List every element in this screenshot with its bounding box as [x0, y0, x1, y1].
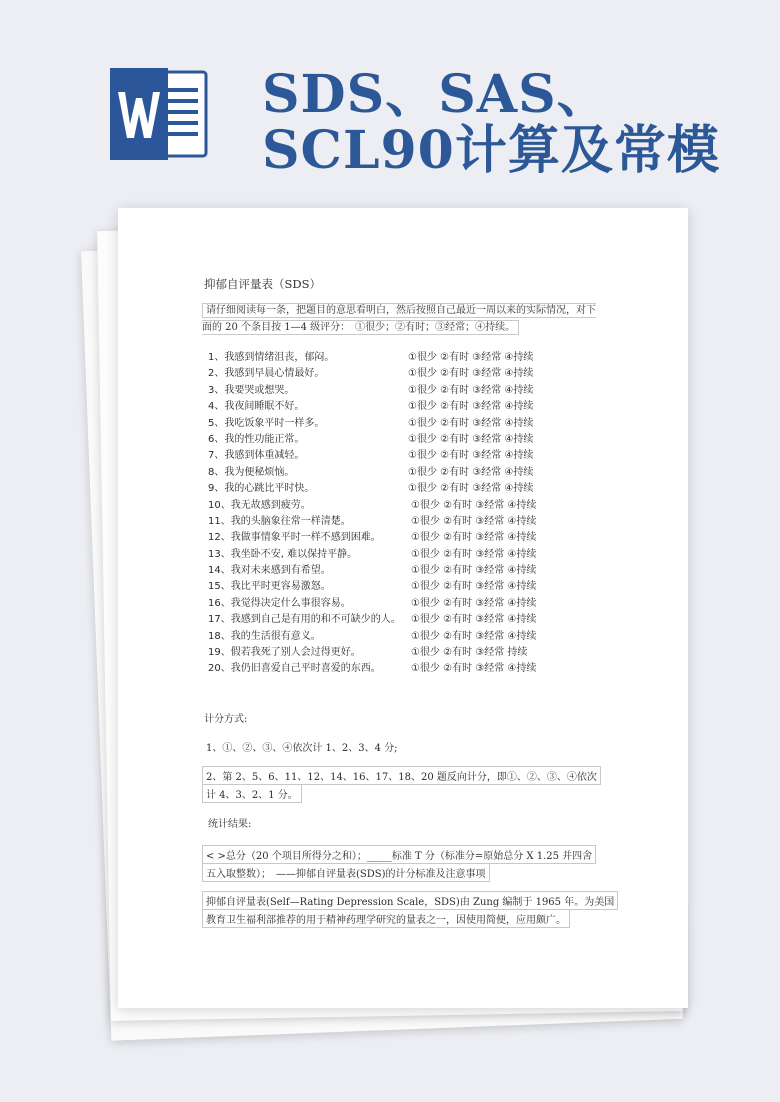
banner: [0, 0, 780, 210]
list-item: [208, 512, 568, 528]
item-options: ①很少 ②有时 ③经常 ④持续: [411, 548, 537, 560]
item-text: 11、我的头脑象往常一样清楚。: [208, 515, 351, 527]
item-text: 20、我仍旧喜爱自己平时喜爱的东西。: [208, 663, 381, 675]
item-text: 18、我的生活很有意义。: [208, 630, 321, 642]
item-options: ①很少 ②有时 ③经常 ④持续: [408, 384, 534, 396]
word-icon: [110, 68, 208, 160]
list-item: [208, 659, 568, 675]
item-options: ①很少 ②有时 ③经常 ④持续: [411, 663, 537, 675]
item-text: 6、我的性功能正常。: [208, 433, 305, 445]
item-options: ①很少 ②有时 ③经常 ④持续: [411, 630, 537, 642]
scoring-title: 计分方式:: [204, 714, 248, 725]
list-item: [208, 561, 568, 577]
list-item: [208, 496, 568, 512]
item-text: 14、我对未来感到有希望。: [208, 565, 331, 577]
item-options: ①很少 ②有时 ③经常 ④持续: [408, 466, 534, 478]
item-options: ①很少 ②有时 ③经常 ④持续: [408, 368, 534, 380]
item-options: ①很少 ②有时 ③经常 ④持续: [411, 597, 537, 609]
item-options: ①很少 ②有时 ③经常 ④持续: [408, 450, 534, 462]
item-text: 5、我吃饭象平时一样多。: [208, 417, 325, 429]
scoring-rule-2b: 计 4、3、2、1 分。: [202, 784, 302, 803]
list-item: [208, 430, 568, 446]
list-item: [208, 414, 568, 430]
item-options: ①很少 ②有时 ③经常 ④持续: [411, 614, 537, 626]
list-item: [208, 446, 568, 462]
item-text: 10、我无故感到疲劳。: [208, 499, 311, 511]
list-item: [208, 397, 568, 413]
list-item: [208, 528, 568, 544]
item-options: ①很少 ②有时 ③经常 ④持续: [411, 565, 537, 577]
item-text: 9、我的心跳比平时快。: [208, 483, 315, 495]
item-text: 1、我感到情绪沮丧，郁闷。: [208, 352, 335, 363]
page-title-line2: SCL90计算及常模: [262, 120, 720, 181]
item-options: ①很少 ②有时 ③经常 ④持续: [411, 581, 537, 593]
item-options: ①很少 ②有时 ③经常 ④持续: [408, 401, 534, 413]
list-item: [208, 545, 568, 561]
item-text: 13、我坐卧不安, 难以保持平静。: [208, 548, 358, 560]
item-options: ①很少 ②有时 ③经常 ④持续: [411, 499, 537, 511]
page-title-line1: SDS、SAS、: [262, 64, 610, 125]
item-text: 4、我夜间睡眠不好。: [208, 401, 305, 413]
item-text: 8、我为便秘烦恼。: [208, 466, 295, 478]
scoring-rule-2a: 2、第 2、5、6、11、12、14、16、17、18、20 题反向计分，即①、②、③、④依次: [202, 766, 601, 785]
item-options: ①很少 ②有时 ③经常 ④持续: [411, 515, 537, 527]
item-text: 15、我比平时更容易激怒。: [208, 581, 331, 593]
item-options: ①很少 ②有时 ③经常 持续: [411, 647, 528, 659]
item-options: ①很少 ②有时 ③经常 ④持续: [408, 352, 534, 363]
item-text: 7、我感到体重减轻。: [208, 450, 305, 462]
list-item: [208, 594, 568, 610]
item-list: [208, 348, 568, 676]
stats-line-1: < >总分（20 个项目所得分之和）；_____标准 T 分（标准分=原始总分 X 1.25 并四舍: [202, 845, 596, 864]
document-title: 抑郁自评量表（SDS）: [204, 277, 321, 291]
list-item: [208, 627, 568, 643]
item-text: 12、我做事情象平时一样不感到困难。: [208, 532, 381, 544]
item-options: ①很少 ②有时 ③经常 ④持续: [408, 483, 534, 495]
about-line-2: 教育卫生福利部推荐的用于精神药理学研究的量表之一，因使用简便，应用颇广。: [202, 909, 570, 928]
item-text: 2、我感到早晨心情最好。: [208, 368, 325, 380]
list-item: [208, 577, 568, 593]
list-item: [208, 610, 568, 626]
list-item: [208, 364, 568, 380]
instructions-text: 请仔细阅读每一条，把题目的意思看明白，然后按照自己最近一周以来的实际情况，对下面的 20 个条目按 1—4 级评分： ①很少；②有时；③经常；④持续。: [202, 305, 596, 333]
stats-line-2: 五入取整数）； ——抑郁自评量表(SDS)的计分标准及注意事项: [202, 863, 490, 882]
scoring-rule-1: 1、①、②、③、④依次计 1、2、3、4 分;: [206, 743, 398, 754]
item-text: 16、我觉得决定什么事很容易。: [208, 597, 351, 609]
list-item: [208, 479, 568, 495]
item-options: ①很少 ②有时 ③经常 ④持续: [408, 417, 534, 429]
stats-title: 统计结果:: [208, 819, 252, 830]
item-text: 3、我要哭或想哭。: [208, 384, 295, 396]
list-item: [208, 643, 568, 659]
item-text: 19、假若我死了别人会过得更好。: [208, 647, 361, 659]
list-item: [208, 381, 568, 397]
list-item: [208, 463, 568, 479]
about-line-1: 抑郁自评量表(Self—Rating Depression Scale，SDS)由 Zung 编制于 1965 年。为美国: [202, 891, 618, 910]
item-options: ①很少 ②有时 ③经常 ④持续: [411, 532, 537, 544]
instructions: [202, 302, 598, 336]
list-item: [208, 348, 568, 364]
item-text: 17、我感到自己是有用的和不可缺少的人。: [208, 614, 401, 626]
item-options: ①很少 ②有时 ③经常 ④持续: [408, 433, 534, 445]
